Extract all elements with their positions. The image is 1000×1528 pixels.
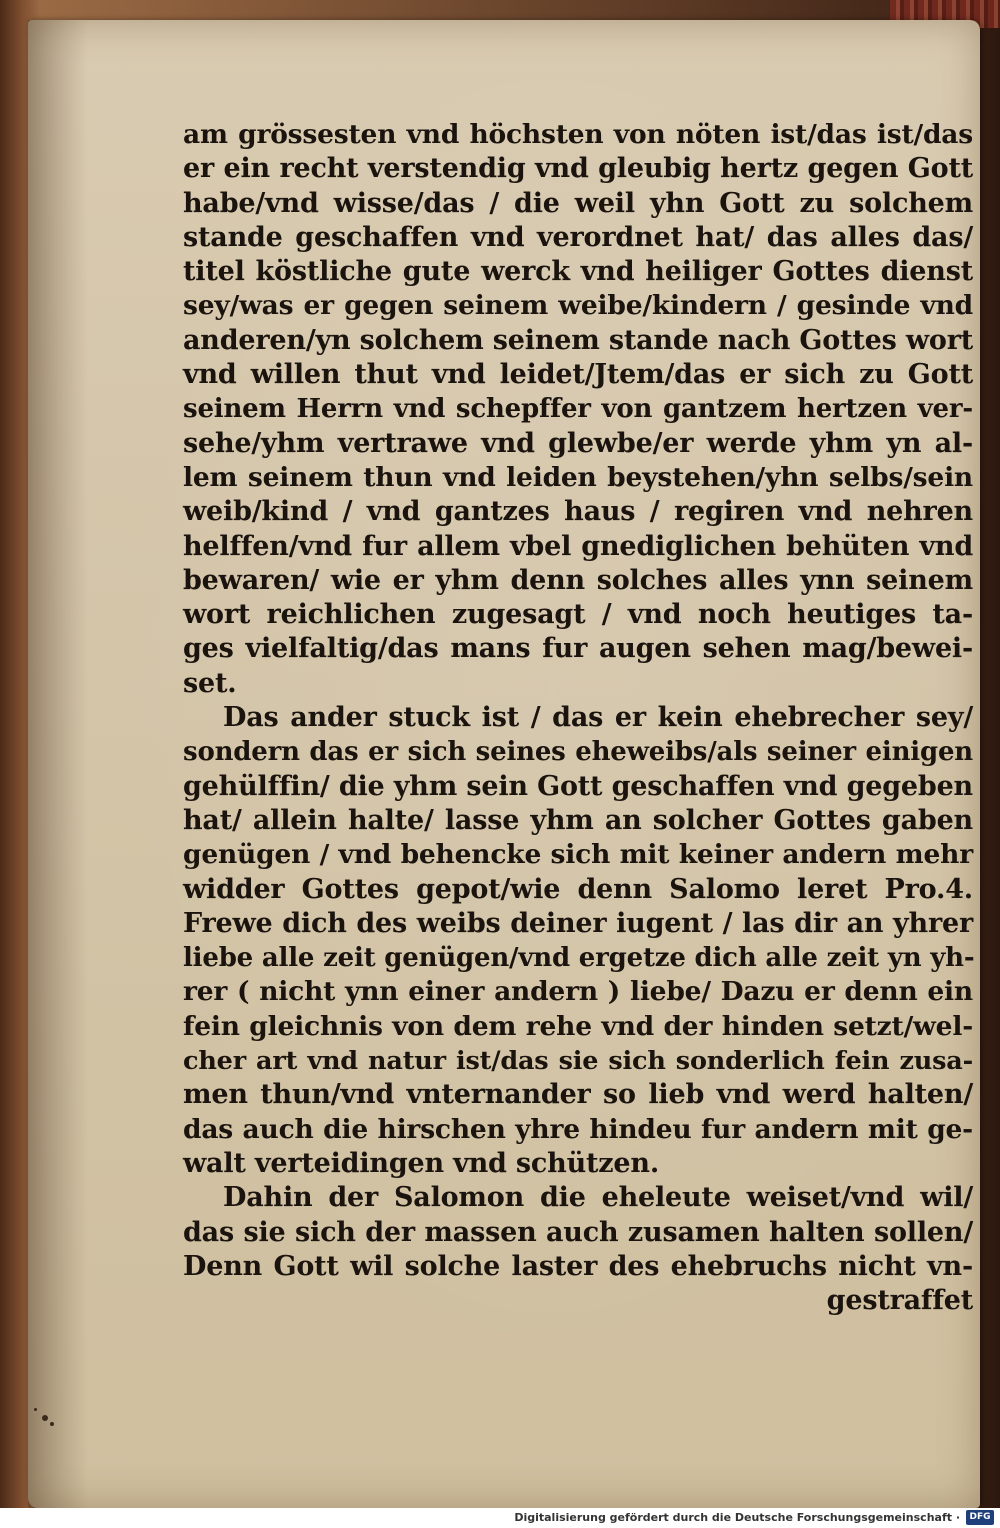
text-line: widder Gottes gepot/wie denn Salomo leret Pro.4. [183,873,973,905]
text-line: lem seinem thun vnd leiden beystehen/yhn selbs/sein [183,461,973,493]
text-line: set. [183,667,237,699]
dfg-logo: DFG [966,1510,994,1525]
paragraph-start-line: Dahin der Salomon die eheleute weiset/vnd wil/ [223,1182,973,1214]
text-line: walt verteidingen vnd schützen. [183,1147,660,1179]
text-line: sondern das er sich seines eheweibs/als seiner einigen [183,737,973,768]
text-line: anderen/yn solchem seinem stande nach Gottes wort [183,324,973,356]
text-line: helffen/vnd fur allem vbel gnediglichen behüten vnd [183,530,973,562]
text-line: am grössesten vnd höchsten von nöten ist/das ist/das [183,119,973,150]
ink-spot [50,1422,54,1426]
text-line: seinem Herrn vnd schepffer von gantzem hertzen ver- [183,394,973,425]
paragraph-start-line: Das ander stuck ist / das er kein ehebrecher sey/ [223,702,973,734]
text-line: bewaren/ wie er yhm denn solches alles ynn seinem [183,564,973,596]
text-line: weib/kind / vnd gantzes haus / regiren vnd nehren [183,496,973,528]
page-text [183,118,973,1318]
text-line: wort reichlichen zugesagt / vnd noch heutiges ta- [183,599,973,631]
text-line: sey/was er gegen seinem weibe/kindern / gesinde vnd [183,290,973,322]
text-line: liebe alle zeit genügen/vnd ergetze dich alle zeit yn yh- [183,943,975,974]
text-line: Frewe dich des weibs deiner iugent / las dir an yhrer [183,907,973,939]
text-line: das auch die hirschen yhre hindeu fur andern mit ge- [183,1113,973,1145]
text-line: das sie sich der massen auch zusamen halten sollen/ [183,1216,973,1248]
text-line: cher art vnd natur ist/das sie sich sonderlich fein zusa- [183,1046,973,1077]
text-line: stande geschaffen vnd verordnet hat/ das alles das/ [183,221,973,253]
funding-credit: Digitalisierung gefördert durch die Deutsche Forschungsgemeinschaft · [514,1511,960,1524]
book-page [28,20,980,1508]
text-line: sehe/yhm vertrawe vnd glewbe/er werde yhm yn al- [183,427,973,459]
text-line: habe/vnd wisse/das / die weil yhn Gott zu solchem [183,187,973,219]
text-line: rer ( nicht ynn einer andern ) liebe/ Dazu er denn ein [183,976,973,1008]
text-line: er ein recht verstendig vnd gleubig hertz gegen Gott [183,153,973,185]
text-line: gehülffin/ die yhm sein Gott geschaffen vnd gegeben [183,770,973,802]
footer-bar [0,1508,1000,1528]
ink-spot [34,1408,37,1411]
catchword: gestraffet [826,1285,973,1317]
text-line: genügen / vnd behencke sich mit keiner andern mehr [183,839,973,871]
text-line: vnd willen thut vnd leidet/Jtem/das er sich zu Gott [183,359,973,391]
text-line: titel köstliche gute werck vnd heiliger Gottes dienst [183,256,973,288]
text-line: men thun/vnd vnternander so lieb vnd werd halten/ [183,1079,973,1111]
text-line: hat/ allein halte/ lasse yhm an solcher Gottes gaben [183,804,973,836]
text-line: fein gleichnis von dem rehe vnd der hinden setzt/wel- [183,1010,973,1042]
text-line: Denn Gott wil solche laster des ehebruchs nicht vn- [183,1250,973,1282]
text-line: ges vielfaltig/das mans fur augen sehen mag/bewei- [183,633,973,665]
ink-spot [42,1415,48,1421]
